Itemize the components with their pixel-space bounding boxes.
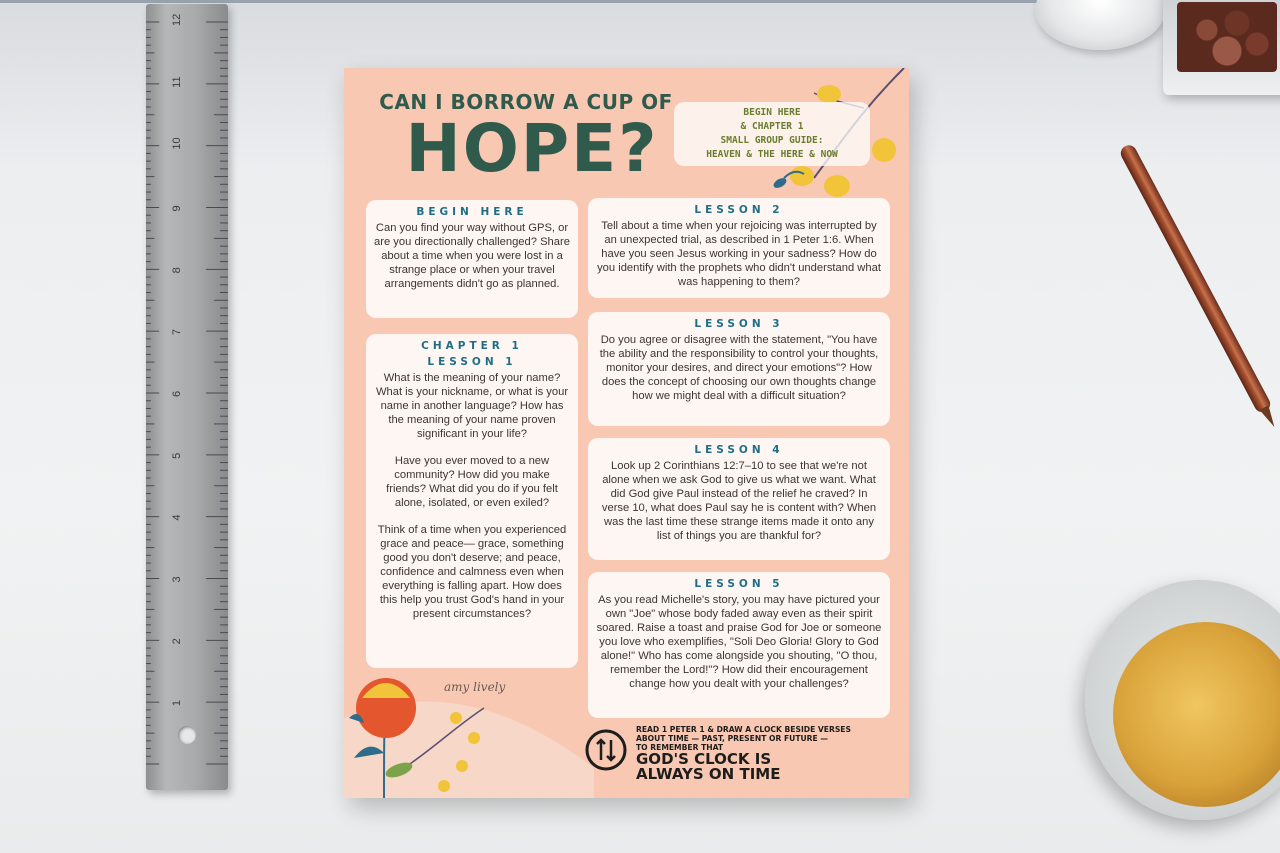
ruler-number: 1 <box>171 700 183 707</box>
card-body <box>596 459 882 543</box>
card-paragraph: Have you ever moved to a new community? How did you make friends? What did you do if you felt alone, isolated, or even exiled? <box>386 455 558 509</box>
jar-icon <box>1163 0 1280 95</box>
footer-text <box>636 725 896 782</box>
ruler-ticks <box>146 4 228 790</box>
guide-line: HEAVEN & THE HERE & NOW <box>706 149 838 160</box>
card-subheading: LESSON 1 <box>427 356 517 368</box>
footer-big-line: ALWAYS ON TIME <box>636 765 781 783</box>
card-body <box>596 593 882 691</box>
card-paragraph: Do you agree or disagree with the statement, "You have the ability and the responsibility to control your thoughts, monitor your desires, and direct your emotions"? How does the concept of choosing our own thoughts change how we might deal with a difficult situation? <box>599 334 879 402</box>
card-heading: LESSON 3 <box>694 318 784 330</box>
card-heading: LESSON 4 <box>694 444 784 456</box>
card-body <box>374 371 570 621</box>
card-paragraph: Tell about a time when your rejoicing was interrupted by an unexpected trial, as described in 1 Peter 1:6. When have you seen Jesus working in your sadness? How do you identify with the prophets who didn't understand what was happening to them? <box>597 220 881 288</box>
signature: amy lively <box>444 680 506 694</box>
guide-box <box>674 102 870 166</box>
ruler-number: 5 <box>171 452 183 459</box>
guide-line: SMALL GROUP GUIDE: <box>720 135 824 146</box>
card-begin-here <box>366 200 578 318</box>
footer-small-line: TO REMEMBER THAT <box>636 743 724 752</box>
title-line2: HOPE? <box>405 110 659 187</box>
ruler-number: 3 <box>171 576 183 583</box>
ruler-hole <box>178 726 196 744</box>
card-heading: CHAPTER 1 <box>421 340 523 352</box>
bowl-icon <box>1035 0 1165 50</box>
card-lesson3 <box>588 312 890 426</box>
jar-contents <box>1177 2 1277 72</box>
card-body <box>596 333 882 403</box>
card-heading: LESSON 5 <box>694 578 784 590</box>
ruler-number: 4 <box>171 514 183 521</box>
ruler-number: 2 <box>171 638 183 645</box>
ruler <box>146 4 228 790</box>
ruler-number: 7 <box>171 329 183 336</box>
card-lesson2 <box>588 198 890 298</box>
ruler-number: 8 <box>171 267 183 274</box>
ruler-number: 11 <box>171 76 183 88</box>
ruler-number: 9 <box>171 205 183 212</box>
card-heading: LESSON 2 <box>694 204 784 216</box>
card-chapter1-lesson1 <box>366 334 578 668</box>
card-lesson5 <box>588 572 890 718</box>
clock-arrows-icon <box>584 728 628 772</box>
guide-line: BEGIN HERE <box>743 107 801 118</box>
flyer <box>344 68 909 798</box>
card-lesson4 <box>588 438 890 560</box>
footer-big-line: GOD'S CLOCK IS <box>636 750 772 768</box>
footer-small-line: READ 1 PETER 1 & DRAW A CLOCK BESIDE VERSES <box>636 725 851 734</box>
card-paragraph: Can you find your way without GPS, or are you directionally challenged? Share about a time when you were lost in a strange place or when your travel arrangements didn't go as planned. <box>374 222 570 290</box>
ruler-number: 10 <box>171 137 183 150</box>
card-heading: BEGIN HERE <box>416 206 528 218</box>
card-paragraph: As you read Michelle's story, you may have pictured your own "Joe" whose body faded away even as their spirit soared. Raise a toast and praise God for Joe or someone you love who exemplifies, "Soli Deo Gloria! Glory to God alone!" Who has come alongside you shouting, "O thou, remember the Lord!"? How did their encouragement change how you dealt with your challenges? <box>596 594 882 690</box>
ruler-number: 12 <box>171 13 183 26</box>
guide-line: & CHAPTER 1 <box>740 121 804 132</box>
pen-icon <box>1118 131 1280 441</box>
card-body <box>596 219 882 289</box>
footer-small-line: ABOUT TIME — PAST, PRESENT OR FUTURE — <box>636 734 828 743</box>
card-paragraph: Look up 2 Corinthians 12:7–10 to see that we're not alone when we ask God to give us what we want. What did God give Paul instead of the relief he craved? In verse 10, what does Paul say he is content with? When was the last time these strange items made it onto any list of things you are thankful for? <box>601 460 877 542</box>
card-paragraph: What is the meaning of your name? What is your nickname, or what is your name in another language? How has the meaning of your name proven significant in your life? <box>375 372 569 440</box>
card-body <box>374 221 570 291</box>
ruler-number: 6 <box>171 390 183 397</box>
card-paragraph: Think of a time when you experienced grace and peace— grace, something good you don't deserve; and peace, confidence and calmness even when everything is falling apart. How does this help you trust God's hand in your present circumstances? <box>377 524 567 620</box>
title-line1: CAN I BORROW A CUP OF <box>379 90 673 114</box>
